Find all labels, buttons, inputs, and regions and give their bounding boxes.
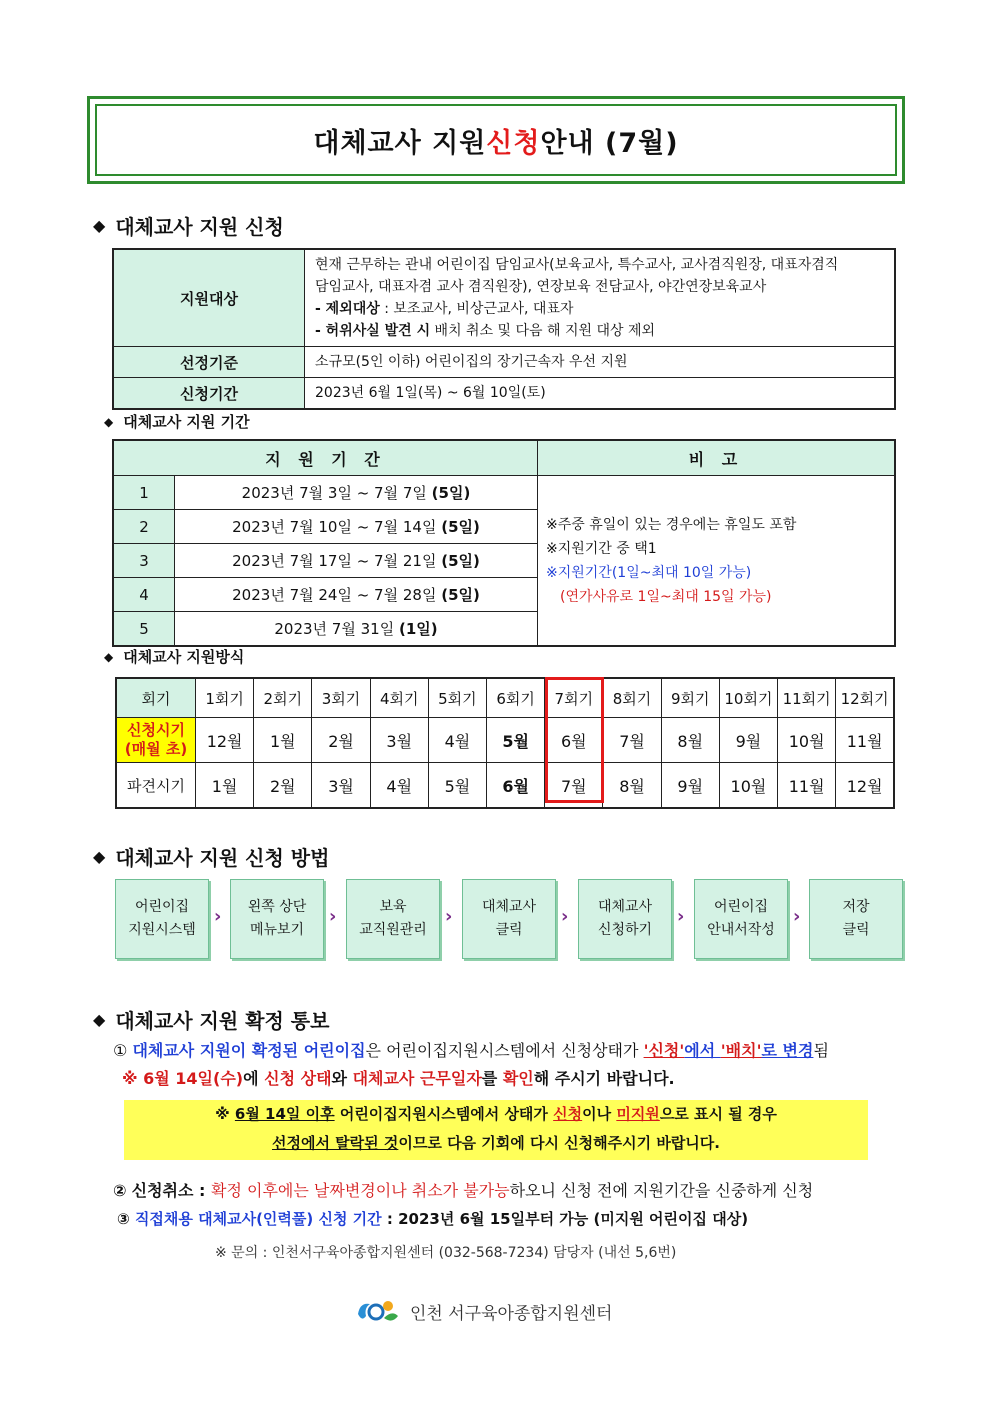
days-text: (5일) <box>441 586 480 604</box>
title-highlight: 신청 <box>486 127 541 159</box>
range-text: 2023년 7월 31일 <box>274 620 395 638</box>
period-no: 3 <box>113 544 175 578</box>
apply-month-cell: 8월 <box>661 718 719 763</box>
period-range <box>175 510 538 544</box>
subsection-heading <box>104 411 250 432</box>
apply-month-cell: 3월 <box>370 718 428 763</box>
text: 은 어린이집지원시스템에서 신청상태가 <box>365 1041 644 1060</box>
heading-text: 대체교사 지원 신청 방법 <box>115 846 330 870</box>
text-em: 확정 이후에는 날짜변경이나 취소가 불가능 <box>211 1181 510 1200</box>
apply-month-cell: 10월 <box>778 718 836 763</box>
footer-logo <box>354 1296 612 1326</box>
item-number: ② <box>113 1181 127 1200</box>
text: 이나 <box>582 1105 617 1123</box>
label-line: 신청시기 <box>127 721 185 739</box>
chevron-right-icon: › <box>329 906 337 927</box>
warning-box <box>124 1100 868 1160</box>
row-label-apply <box>116 718 196 763</box>
apply-month-cell: 9월 <box>719 718 777 763</box>
diamond-icon: ◆ <box>104 649 114 664</box>
text: 와 <box>331 1069 353 1088</box>
diamond-icon: ◆ <box>93 216 106 235</box>
chevron-right-icon: › <box>677 906 685 927</box>
content-line: 현재 근무하는 관내 어린이집 담임교사(보육교사, 특수교사, 교사겸직원장, 대표자겸직 <box>315 257 839 273</box>
notice-line-2 <box>122 1066 675 1089</box>
note-line: ※주중 휴일이 있는 경우에는 휴일도 포함 <box>546 516 797 533</box>
chevron-right-icon: › <box>793 906 801 927</box>
content-line <box>315 298 884 320</box>
days-text: (5일) <box>441 552 480 570</box>
round-cell: 9회기 <box>661 678 719 718</box>
row-label: 지원대상 <box>113 249 305 347</box>
content-line <box>315 320 884 342</box>
text-em: ※ 6월 14일(수) <box>122 1069 244 1088</box>
diamond-icon: ◆ <box>93 1010 106 1029</box>
apply-month-cell: 12월 <box>196 718 254 763</box>
notice-line-3 <box>113 1178 813 1201</box>
note-header: 비 고 <box>538 440 896 476</box>
round-cell: 2회기 <box>254 678 312 718</box>
text: ※ <box>215 1105 235 1123</box>
range-text: 2023년 7월 24일 ~ 7월 28일 <box>232 586 437 604</box>
text: 어린이집지원시스템에서 상태가 <box>334 1105 554 1123</box>
diamond-icon: ◆ <box>104 414 114 429</box>
apply-month-cell: 1월 <box>254 718 312 763</box>
row-content <box>305 249 896 347</box>
text: 를 <box>481 1069 503 1088</box>
text-em: 직접채용 대체교사(인력풀) 신청 기간 <box>134 1210 382 1228</box>
period-no: 1 <box>113 476 175 510</box>
label-line: (매월 초) <box>124 740 188 758</box>
round-cell: 7회기 <box>545 678 603 718</box>
period-table <box>112 439 896 647</box>
dispatch-month-cell: 7월 <box>545 763 603 809</box>
process-step: 대체교사 신청하기 <box>578 879 672 959</box>
notice-line-1 <box>113 1038 829 1061</box>
apply-month-cell: 11월 <box>836 718 894 763</box>
text-em: 대체교사 지원이 확정된 어린이집 <box>132 1041 366 1060</box>
title-box <box>87 96 905 184</box>
diamond-icon: ◆ <box>93 847 106 866</box>
dispatch-month-cell: 5월 <box>428 763 486 809</box>
false-label: - 허위사실 발견 시 <box>315 323 431 339</box>
notice-line-4 <box>117 1208 748 1229</box>
section-heading <box>93 211 284 240</box>
text-em: 대체교사 근무일자 <box>352 1069 482 1088</box>
process-step: 저장 클릭 <box>809 879 903 959</box>
text: 됨 <box>813 1041 829 1060</box>
warning-line <box>124 1129 868 1158</box>
dispatch-month-cell: 9월 <box>661 763 719 809</box>
round-cell: 8회기 <box>603 678 661 718</box>
note-line: (연가사유로 1일~최대 15일 가능) <box>560 588 772 605</box>
round-cell: 5회기 <box>428 678 486 718</box>
apply-month-cell: 5월 <box>487 718 545 763</box>
text: 으로 표시 될 경우 <box>659 1105 777 1123</box>
chevron-right-icon: › <box>445 906 453 927</box>
org-name: 인천 서구육아종합지원센터 <box>410 1303 613 1324</box>
title-part: 대체교사 지원 <box>313 127 487 159</box>
apply-month-cell: 6월 <box>545 718 603 763</box>
apply-month-cell: 7월 <box>603 718 661 763</box>
text-em: '배치' <box>720 1041 762 1060</box>
dispatch-month-cell: 10월 <box>719 763 777 809</box>
process-step: 대체교사 클릭 <box>462 879 556 959</box>
days-text: (5일) <box>431 484 471 502</box>
period-range <box>175 612 538 647</box>
apply-month-cell: 2월 <box>312 718 370 763</box>
note-line: ※지원기간(1일~최대 10일 가능) <box>546 564 752 581</box>
contact-info: ※ 문의 : 인천서구육아종합지원센터 (032-568-7234) 담당자 (내선 5,6번) <box>215 1245 677 1261</box>
dispatch-month-cell: 12월 <box>836 763 894 809</box>
apply-month-cell: 4월 <box>428 718 486 763</box>
note-line: ※지원기간 중 택1 <box>546 540 657 557</box>
page-title <box>95 104 897 176</box>
text-em: 선정에서 탈락된 것 <box>272 1134 399 1152</box>
text-em: 신청 상태 <box>264 1069 332 1088</box>
heading-text: 대체교사 지원 신청 <box>115 215 284 239</box>
exclude-value: : 보조교사, 비상근교사, 대표자 <box>379 301 574 317</box>
current-round-highlight <box>545 677 604 803</box>
period-no: 2 <box>113 510 175 544</box>
period-range <box>175 476 538 510</box>
text-em: 6월 14일 이후 <box>234 1105 335 1123</box>
heading-text: 대체교사 지원 확정 통보 <box>115 1009 330 1033</box>
org-logo-icon <box>354 1296 404 1326</box>
title-part: 안내 (7월) <box>540 127 679 159</box>
dispatch-month-cell: 4월 <box>370 763 428 809</box>
warning-line <box>124 1100 868 1129</box>
text-em: 에서 <box>684 1041 721 1060</box>
process-step: 왼쪽 상단 메뉴보기 <box>230 879 324 959</box>
process-step: 보육 교직원관리 <box>346 879 440 959</box>
round-cell: 4회기 <box>370 678 428 718</box>
row-label: 선정기준 <box>113 347 305 378</box>
schedule-table <box>115 677 895 809</box>
range-text: 2023년 7월 3일 ~ 7월 7일 <box>241 484 427 502</box>
item-number: ③ <box>117 1210 130 1228</box>
section-heading <box>93 1005 329 1034</box>
subsection-heading <box>104 646 244 667</box>
process-step: 어린이집 지원시스템 <box>115 879 209 959</box>
section-heading <box>93 842 329 871</box>
row-label: 파견시기 <box>116 763 196 809</box>
exclude-label: - 제외대상 <box>315 301 380 317</box>
chevron-right-icon: › <box>561 906 569 927</box>
heading-text: 대체교사 지원 기간 <box>123 413 250 431</box>
text-em: 확인 <box>502 1069 534 1088</box>
text-em: '신청' <box>643 1041 685 1060</box>
period-no: 5 <box>113 612 175 647</box>
dispatch-month-cell: 3월 <box>312 763 370 809</box>
heading-text: 대체교사 지원방식 <box>123 648 245 666</box>
false-value: 배치 취소 및 다음 해 지원 대상 제외 <box>430 323 656 339</box>
text: : 2023년 6월 15일부터 가능 (미지원 어린이집 대상) <box>381 1210 749 1228</box>
dispatch-month-cell: 11월 <box>778 763 836 809</box>
round-cell: 10회기 <box>719 678 777 718</box>
period-header: 지 원 기 간 <box>113 440 538 476</box>
item-number: ① <box>113 1041 128 1060</box>
text: 에 <box>243 1069 265 1088</box>
text: 해 주시기 바랍니다. <box>533 1069 675 1088</box>
period-range <box>175 578 538 612</box>
range-text: 2023년 7월 17일 ~ 7월 21일 <box>232 552 437 570</box>
text: 이므로 다음 기회에 다시 신청해주시기 바랍니다. <box>398 1134 720 1152</box>
text-em: 미지원 <box>616 1105 660 1123</box>
range-text: 2023년 7월 10일 ~ 7월 14일 <box>232 518 437 536</box>
period-notes <box>538 476 896 647</box>
row-label: 신청기간 <box>113 378 305 410</box>
row-content: 소규모(5인 이하) 어린이집의 장기근속자 우선 지원 <box>305 347 896 378</box>
row-label: 회기 <box>116 678 196 718</box>
content-line: 담임교사, 대표자겸 교사 겸직원장), 연장보육 전담교사, 야간연장보육교사 <box>315 279 767 295</box>
round-cell: 1회기 <box>196 678 254 718</box>
round-cell: 3회기 <box>312 678 370 718</box>
text-em: 신청 <box>553 1105 583 1123</box>
days-text: (1일) <box>398 620 438 638</box>
process-step: 어린이집 안내서작성 <box>694 879 788 959</box>
period-range <box>175 544 538 578</box>
text-em: 신청취소 : <box>131 1181 212 1200</box>
period-no: 4 <box>113 578 175 612</box>
chevron-right-icon: › <box>214 906 222 927</box>
application-table <box>112 248 896 410</box>
text: 하오니 신청 전에 지원기간을 신중하게 신청 <box>509 1181 814 1200</box>
round-cell: 6회기 <box>487 678 545 718</box>
dispatch-month-cell: 2월 <box>254 763 312 809</box>
round-cell: 11회기 <box>778 678 836 718</box>
days-text: (5일) <box>441 518 480 536</box>
text-em: 로 변경 <box>761 1041 814 1060</box>
dispatch-month-cell: 6월 <box>487 763 545 809</box>
row-content: 2023년 6월 1일(목) ~ 6월 10일(토) <box>305 378 896 410</box>
dispatch-month-cell: 8월 <box>603 763 661 809</box>
dispatch-month-cell: 1월 <box>196 763 254 809</box>
round-cell: 12회기 <box>836 678 894 718</box>
